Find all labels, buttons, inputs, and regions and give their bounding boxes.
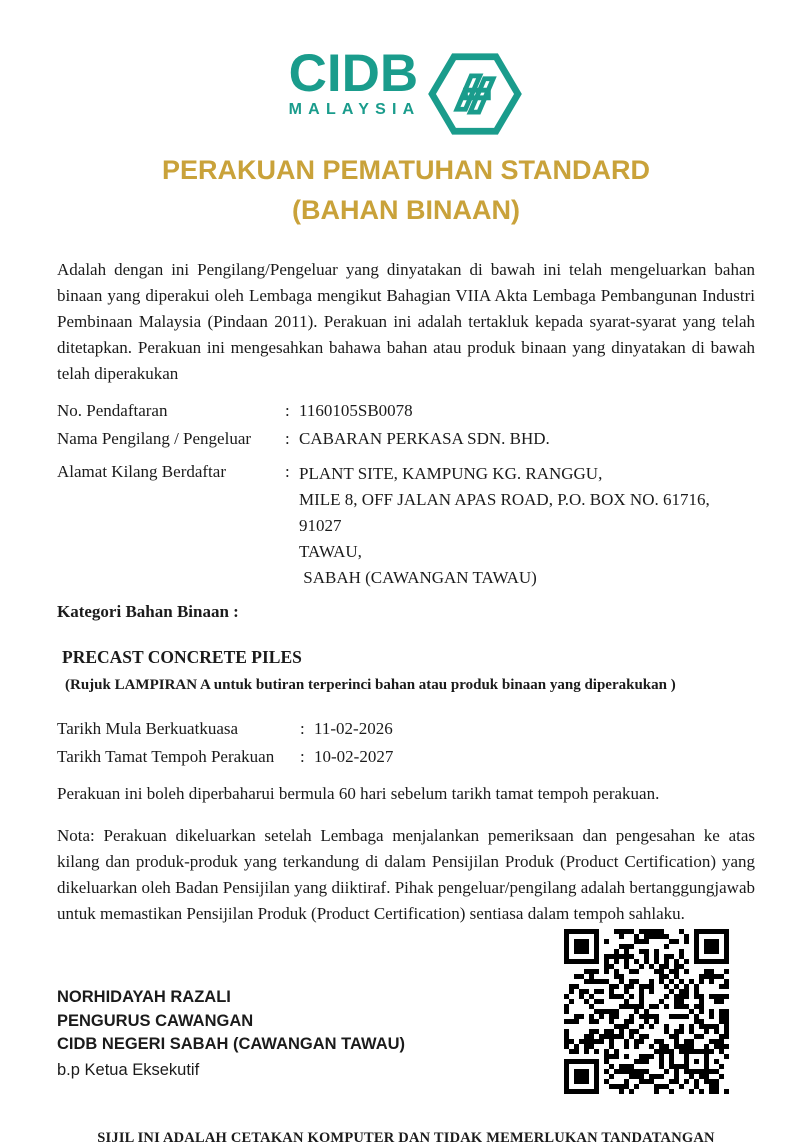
signatory-position: PENGURUS CAWANGAN bbox=[57, 1011, 254, 1030]
nota-paragraph: Nota: Perakuan dikeluarkan setelah Lembaga menjalankan pemeriksaan dan pengesahan ke atas kilang dan produk-produk yang terkandung di dalam Pensijilan Produk (Product Certification) yang dikeluarkan oleh Badan Pensijilan yang diiktiraf. Pihak pengeluar/pengilang adalah bertanggungjawab untuk memastikan Pensijilan Produk (Product Certification) sentiasa dalam tempoh sahlaku. bbox=[57, 826, 755, 923]
field-value: 1160105SB0078 bbox=[299, 401, 413, 420]
signatory-name: NORHIDAYAH RAZALI bbox=[57, 988, 231, 1006]
field-separator: : bbox=[300, 719, 305, 738]
field-registration-number bbox=[57, 400, 755, 422]
logo-subtitle: MALAYSIA bbox=[288, 101, 421, 118]
field-label: Tarikh Mula Berkuatkuasa bbox=[57, 719, 239, 738]
field-label: Nama Pengilang / Pengeluar bbox=[57, 429, 252, 448]
address-line: PLANT SITE, KAMPUNG KG. RANGGU, bbox=[299, 464, 603, 483]
signatory-on-behalf: b.p Ketua Eksekutif bbox=[57, 1060, 200, 1079]
certificate-title-line2: (BAHAN BINAAN) bbox=[292, 195, 520, 225]
field-label: Alamat Kilang Berdaftar bbox=[57, 462, 226, 481]
field-manufacturer-name bbox=[57, 428, 755, 450]
logo-text bbox=[288, 44, 421, 119]
renewal-note: Perakuan ini boleh diperbaharui bermula 60 hari sebelum tarikh tamat tempoh perakuan. bbox=[57, 784, 660, 803]
qr-code bbox=[564, 929, 729, 1094]
field-validity-end bbox=[57, 746, 755, 768]
field-value: 11-02-2026 bbox=[314, 719, 393, 738]
footer-disclaimer: SIJIL INI ADALAH CETAKAN KOMPUTER DAN TIDAK MEMERLUKAN TANDATANGAN bbox=[97, 1130, 715, 1146]
field-separator: : bbox=[285, 429, 290, 448]
cidb-hexagon-icon bbox=[427, 52, 523, 136]
logo-wordmark: CIDB bbox=[288, 44, 419, 103]
field-separator: : bbox=[285, 462, 290, 481]
cidb-logo bbox=[288, 44, 524, 136]
address-line: TAWAU, bbox=[299, 542, 362, 561]
category-heading: Kategori Bahan Binaan : bbox=[57, 602, 239, 621]
address-line: MILE 8, OFF JALAN APAS ROAD, P.O. BOX NO. 61716, 91027 bbox=[299, 490, 714, 535]
field-value bbox=[299, 461, 755, 591]
field-label: Tarikh Tamat Tempoh Perakuan bbox=[57, 747, 275, 766]
field-value: 10-02-2027 bbox=[314, 747, 394, 766]
product-name: PRECAST CONCRETE PILES bbox=[62, 647, 302, 667]
certificate-title-line1: PERAKUAN PEMATUHAN STANDARD bbox=[162, 155, 650, 185]
field-value: CABARAN PERKASA SDN. BHD. bbox=[299, 429, 550, 448]
address-line: SABAH (CAWANGAN TAWAU) bbox=[299, 568, 537, 587]
intro-paragraph: Adalah dengan ini Pengilang/Pengeluar yang dinyatakan di bawah ini telah mengeluarkan bahan binaan yang diperakui oleh Lembaga mengikut Bahagian VIIA Akta Lembaga Pembangunan Industri Pembinaan Malaysia (Pindaan 2011). Perakuan ini adalah tertakluk kepada syarat-syarat yang telah ditetapkan. Perakuan ini mengesahkan bahawa bahan atau produk binaan yang dinyatakan di bawah telah diperakukan bbox=[57, 260, 755, 383]
signatory-office: CIDB NEGERI SABAH (CAWANGAN TAWAU) bbox=[57, 1035, 406, 1053]
certificate-title bbox=[57, 150, 755, 230]
qr-code-wrap bbox=[564, 929, 729, 1094]
field-factory-address bbox=[57, 461, 755, 591]
signature-block bbox=[57, 986, 405, 1082]
field-separator: : bbox=[300, 747, 305, 766]
field-label: No. Pendaftaran bbox=[57, 401, 168, 420]
field-separator: : bbox=[285, 401, 290, 420]
field-validity-start bbox=[57, 718, 755, 740]
product-annex-note: (Rujuk LAMPIRAN A untuk butiran terperinci bahan atau produk binaan yang diperakukan ) bbox=[65, 677, 676, 693]
